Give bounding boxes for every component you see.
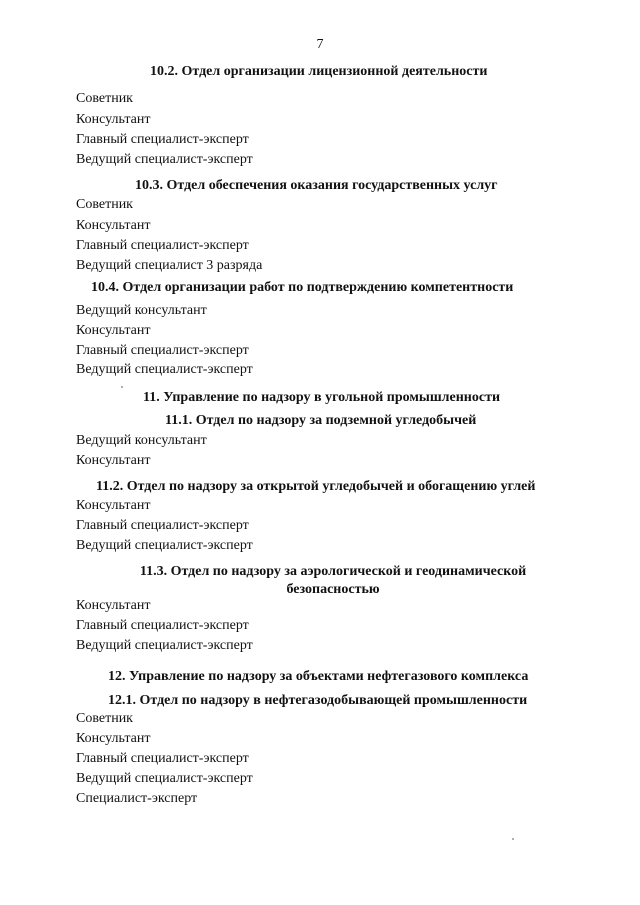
position-item: Консультант xyxy=(76,112,151,127)
position-item: Ведущий специалист-эксперт xyxy=(76,771,253,786)
section-heading-11-1: 11.1. Отдел по надзору за подземной угледобычей xyxy=(165,413,477,428)
position-item: Советник xyxy=(76,711,133,726)
position-item: Консультант xyxy=(76,498,151,513)
position-item: Главный специалист-эксперт xyxy=(76,238,249,253)
position-item: Главный специалист-эксперт xyxy=(76,618,249,633)
position-item: Ведущий консультант xyxy=(76,433,207,448)
position-item: Ведущий специалист-эксперт xyxy=(76,362,253,377)
section-heading-11-2: 11.2. Отдел по надзору за открытой угледобычей и обогащению углей xyxy=(96,479,536,494)
section-heading-10-2: 10.2. Отдел организации лицензионной деятельности xyxy=(150,64,488,79)
position-item: Ведущий специалист 3 разряда xyxy=(76,258,263,273)
position-item: Ведущий специалист-эксперт xyxy=(76,638,253,653)
position-item: Главный специалист-эксперт xyxy=(76,132,249,147)
position-item: Специалист-эксперт xyxy=(76,791,198,806)
section-heading-10-4: 10.4. Отдел организации работ по подтверждению компетентности xyxy=(91,280,514,295)
section-heading-10-3: 10.3. Отдел обеспечения оказания государственных услуг xyxy=(135,178,498,193)
position-item: Ведущий специалист-эксперт xyxy=(76,538,253,553)
section-heading-12-1: 12.1. Отдел по надзору в нефтегазодобывающей промышленности xyxy=(108,693,528,708)
section-heading-11-3: 11.3. Отдел по надзору за аэрологической и геодинамической безопасностью xyxy=(139,564,527,597)
position-item: Консультант xyxy=(76,731,151,746)
position-item: Советник xyxy=(76,91,133,106)
position-item: Главный специалист-эксперт xyxy=(76,751,249,766)
department-heading-11: 11. Управление по надзору в угольной промышленности xyxy=(143,390,501,405)
position-item: Консультант xyxy=(76,598,151,613)
department-heading-12: 12. Управление по надзору за объектами нефтегазового комплекса xyxy=(108,669,529,684)
position-item: Консультант xyxy=(76,323,151,338)
position-item: Консультант xyxy=(76,218,151,233)
position-item: Ведущий консультант xyxy=(76,303,207,318)
scan-speck xyxy=(512,838,514,840)
position-item: Ведущий специалист-эксперт xyxy=(76,152,253,167)
page-number: 7 xyxy=(316,37,324,52)
position-item: Советник xyxy=(76,197,133,212)
position-item: Главный специалист-эксперт xyxy=(76,518,249,533)
position-item: Главный специалист-эксперт xyxy=(76,343,249,358)
position-item: Консультант xyxy=(76,453,151,468)
scan-speck xyxy=(121,386,123,388)
